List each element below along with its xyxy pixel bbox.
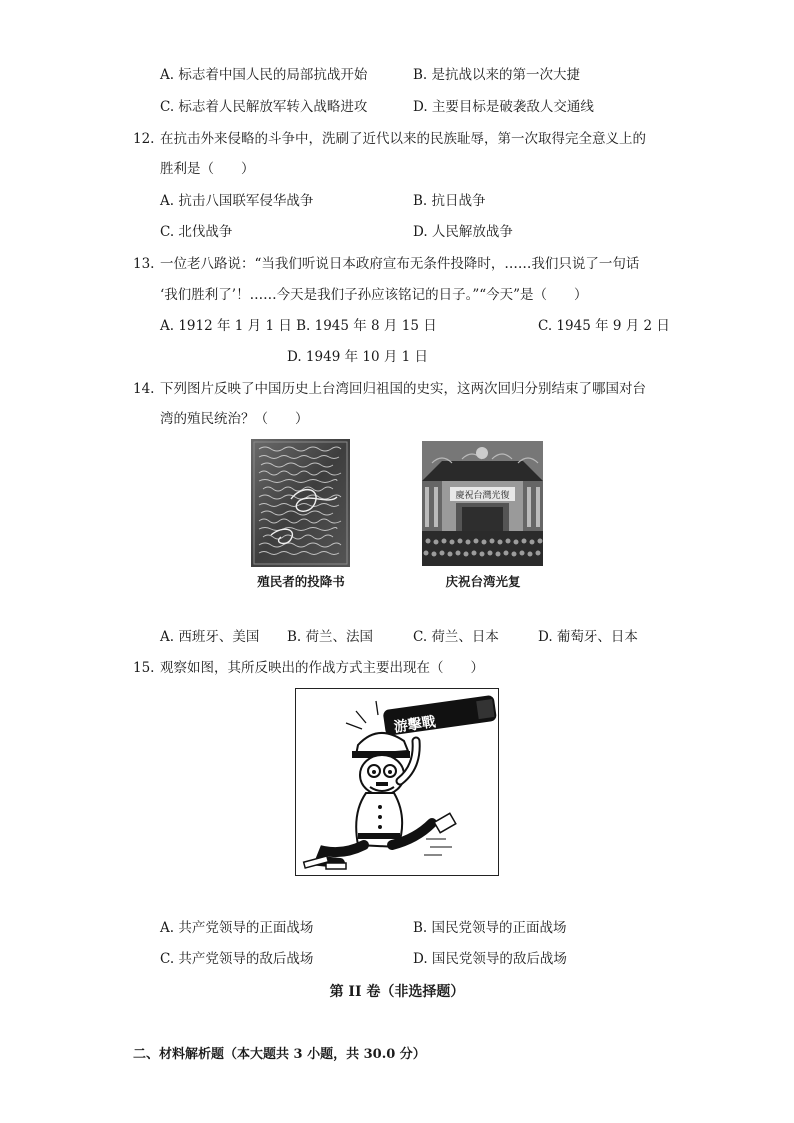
q11-option-c: C. 标志着人民解放军转入战略进攻 — [160, 99, 368, 115]
q13-stem-line1: 一位老八路说：“当我们听说日本政府宣布无条件投降时，……我们只说了一句话 — [160, 256, 640, 272]
q13-number: 13. — [133, 256, 155, 272]
q14-option-c: C. 荷兰、日本 — [413, 629, 499, 645]
q14-option-b: B. 荷兰、法国 — [287, 629, 374, 645]
q15-option-d: D. 国民党领导的敌后战场 — [413, 951, 567, 967]
q12-option-b: B. 抗日战争 — [413, 193, 486, 209]
q15-option-b: B. 国民党领导的正面战场 — [413, 920, 567, 936]
guerrilla-cartoon-illustration — [296, 689, 497, 874]
cartoon-club-label: 游擊戰 — [393, 714, 437, 736]
surrender-document-illustration — [251, 439, 350, 567]
q12-number: 12. — [133, 131, 155, 147]
q15-option-c: C. 共产党领导的敌后战场 — [160, 951, 314, 967]
taiwan-restoration-illustration — [422, 441, 543, 566]
section2-title: 二、材料解析题（本大题共 3 小题，共 30.0 分） — [133, 1047, 426, 1062]
q12-option-a: A. 抗击八国联军侵华战争 — [160, 193, 314, 209]
q15-number: 15. — [133, 660, 155, 676]
guerrilla-cartoon — [295, 688, 499, 876]
q15-option-a: A. 共产党领导的正面战场 — [160, 920, 314, 936]
surrender-document-image — [251, 439, 350, 567]
q12-option-d: D. 人民解放战争 — [413, 224, 513, 240]
q11-option-a: A. 标志着中国人民的局部抗战开始 — [160, 67, 368, 83]
q14-stem-line1: 下列图片反映了中国历史上台湾回归祖国的史实，这两次回归分别结束了哪国对台 — [160, 381, 646, 397]
q13-option-c: C. 1945 年 9 月 2 日 — [538, 318, 670, 334]
q15-stem: 观察如图，其所反映出的作战方式主要出现在（ ） — [160, 660, 484, 676]
caption-taiwan-restoration: 庆祝台湾光复 — [445, 574, 521, 589]
q14-stem-line2: 湾的殖民统治？（ ） — [160, 411, 309, 427]
q12-stem-line1: 在抗击外来侵略的斗争中，洗刷了近代以来的民族耻辱，第一次取得完全意义上的 — [160, 131, 646, 147]
q13-stem-line2: ‘我们胜利了’！……今天是我们子孙应该铭记的日子。”“今天”是（ ） — [160, 287, 588, 303]
q14-option-d: D. 葡萄牙、日本 — [538, 629, 638, 645]
q14-option-a: A. 西班牙、美国 — [160, 629, 260, 645]
celebration-sign-text: 慶祝台灣光復 — [455, 491, 510, 501]
caption-surrender-document: 殖民者的投降书 — [257, 574, 345, 589]
q11-option-b: B. 是抗战以来的第一次大捷 — [413, 67, 581, 83]
q12-stem-line2: 胜利是（ ） — [160, 161, 255, 177]
q12-option-c: C. 北伐战争 — [160, 224, 233, 240]
q14-number: 14. — [133, 381, 155, 397]
q13-option-ab: A. 1912 年 1 月 1 日 B. 1945 年 8 月 15 日 — [160, 318, 437, 334]
part2-title: 第 II 卷（非选择题） — [329, 984, 465, 1000]
taiwan-restoration-photo — [422, 441, 543, 566]
q13-option-d: D. 1949 年 10 月 1 日 — [287, 349, 429, 365]
q11-option-d: D. 主要目标是破袭敌人交通线 — [413, 99, 594, 115]
